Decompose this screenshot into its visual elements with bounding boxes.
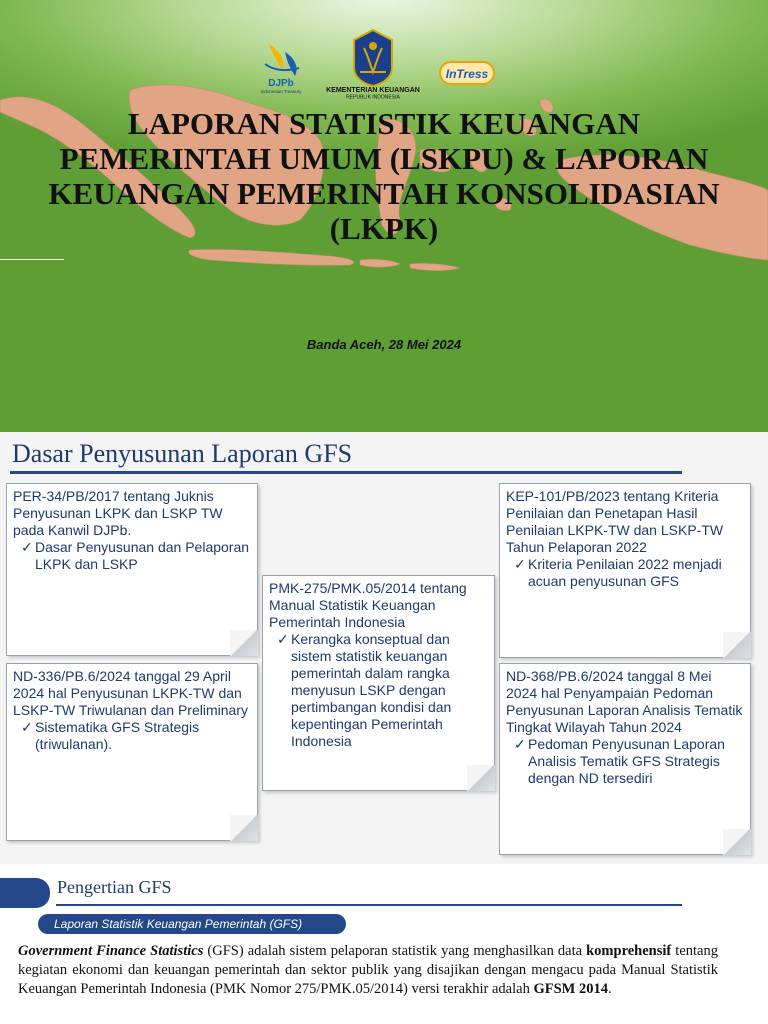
note-heading: PMK-275/PMK.05/2014 tentang Manual Statistik Keuangan Pemerintah Indonesia	[269, 580, 467, 630]
divider	[0, 259, 64, 260]
note-heading: ND-368/PB.6/2024 tanggal 8 Mei 2024 hal Penyampaian Pedoman Penyusunan Laporan Analisis Tematik Tingkat Wilayah Tahun 2024	[506, 668, 743, 735]
note-bullets	[506, 736, 744, 787]
note-bullet: ✓ Kriteria Penilaian 2022 menjadi acuan penyusunan GFS	[514, 556, 744, 590]
note-heading: ND-336/PB.6/2024 tanggal 29 April 2024 hal Penyusunan LKPK-TW dan LSKP-TW Triwulanan dan Preliminary	[13, 668, 248, 718]
note-bullet: ✓ Kerangka konseptual dan sistem statistik keuangan pemerintah dalam rangka menyusun LSKP dengan pertimbangan kondisi dan kepentingan Pemerintah Indonesia	[277, 631, 488, 750]
note-bullet: ✓ Pedoman Penyusunan Laporan Analisis Tematik GFS Strategis dengan ND tersediri	[514, 736, 744, 787]
kemenkeu-logo	[320, 28, 426, 100]
note-heading: KEP-101/PB/2023 tentang Kriteria Penilaian dan Penetapan Hasil Penilaian LKPK-TW dan LSKP-TW Tahun Pelaporan 2022	[506, 488, 724, 555]
regulation-note	[6, 663, 258, 841]
note-heading: PER-34/PB/2017 tentang Juknis Penyusunan LKPK dan LSKP TW pada Kanwil DJPb.	[13, 488, 223, 538]
emphasis-komprehensif: komprehensif	[586, 943, 672, 959]
regulation-note	[262, 575, 495, 791]
text-run: (GFS) adalah sistem pelaporan statistik yang menghasilkan data	[203, 943, 587, 959]
djpb-logo	[255, 40, 307, 94]
page-curl	[723, 632, 751, 658]
note-bullets	[506, 556, 744, 590]
intress-logo	[439, 60, 495, 86]
text-run: .	[607, 981, 612, 997]
svg-text:REPUBLIK INDONESIA: REPUBLIK INDONESIA	[346, 94, 400, 100]
note-bullets	[269, 631, 488, 750]
page-curl	[467, 765, 495, 791]
regulation-note	[499, 663, 751, 855]
note-bullets	[13, 539, 251, 573]
page-curl	[230, 815, 258, 841]
emphasis-gfsm: GFSM 2014	[533, 981, 608, 997]
term-gfs: Government Finance Statistics	[18, 943, 204, 959]
note-bullet: ✓ Sistematika GFS Strategis (triwulanan).	[21, 719, 251, 753]
slide-title: Dasar Penyusunan Laporan GFS	[12, 439, 353, 468]
title-underline	[56, 904, 682, 906]
title-slide	[0, 0, 768, 432]
subtitle-pill: Laporan Statistik Keuangan Pemerintah (GFS)	[38, 914, 346, 934]
svg-text:InTress: InTress	[445, 67, 489, 81]
gfs-definition-slide	[0, 864, 768, 1024]
text-run: tentang kegiatan ekonomi dan keuangan pemerintah dan sektor publik yang disajikan dengan mengacu pada Manual Statistik Keuangan Pemerintah Indonesia (PMK Nomor 275/PMK.05/2014) versi terakhir adalah	[18, 943, 718, 997]
presentation-title: LAPORAN STATISTIK KEUANGAN PEMERINTAH UMUM (LSKPU) & LAPORAN KEUANGAN PEMERINTAH KONSOLIDASIAN (LKPK)	[48, 106, 720, 246]
note-bullets	[13, 719, 251, 753]
definition-paragraph	[18, 942, 718, 999]
page-curl	[723, 829, 751, 855]
slide-title: Pengertian GFS	[57, 877, 172, 897]
svg-text:Indonesian Treasury: Indonesian Treasury	[260, 89, 302, 94]
page-curl	[230, 630, 258, 656]
svg-text:KEMENTERIAN KEUANGAN: KEMENTERIAN KEUANGAN	[326, 87, 420, 94]
title-tab-accent	[0, 878, 50, 908]
svg-text:DJPb: DJPb	[268, 78, 294, 89]
regulation-note	[499, 483, 751, 658]
regulation-note	[6, 483, 258, 656]
note-bullet: ✓ Dasar Penyusunan dan Pelaporan LKPK dan LSKP	[21, 539, 251, 573]
title-underline	[10, 471, 682, 474]
place-and-date: Banda Aceh, 28 Mei 2024	[306, 337, 462, 352]
legal-basis-slide	[0, 432, 768, 864]
